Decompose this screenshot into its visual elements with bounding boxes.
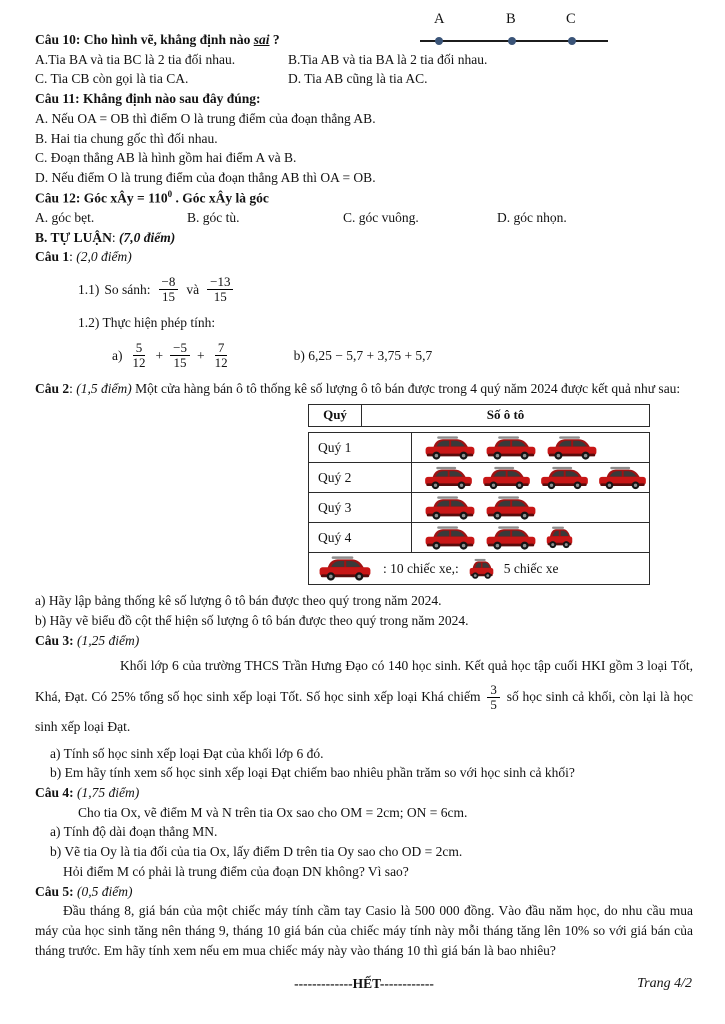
q10-heading [35,30,693,50]
big-car-icon [482,466,531,490]
big-car-icon [424,436,476,460]
end-of-exam-marker: -------------HẾT------------ [294,976,434,992]
car-icons-group [424,496,647,520]
pictograph-row [309,463,650,493]
q3-heading [35,631,693,651]
q4-heading [35,783,693,803]
q2-label: Câu 2 [35,380,70,396]
q3-paragraph-text: Khối lớp 6 của trường THCS Trần Hưng Đạo có 140 học sinh. Kết quả học tập cuối HKI gồm 3 loại Tốt, Khá, Đạt. Có 25% tổng số học sinh xếp loại Tốt. Số học sinh xếp loại Khá chiếm [35,658,693,704]
pictograph-header-row [309,405,650,427]
plus-sign: + [196,347,205,363]
point-c-label: C [566,11,576,27]
q5-paragraph: Đầu tháng 8, giá bán của một chiếc máy tính cầm tay Casio là 500 000 đồng. Vào đầu năm học, do nhu cầu mua máy của học sinh tăng nên tháng 9, tháng 10 giá bán của chiếc máy tính này mỗi tháng tăng lên 10% so với giá bán của tháng trước. Em hãy tính xem nếu em mua chiếc máy này vào tháng 10 thì giá bán là bao nhiêu? [35,903,693,958]
big-car-icon [485,496,537,520]
plus-sign: + [155,347,164,363]
q12-option-a: A. góc bẹt. [35,209,95,225]
q1-item-1-1 [78,267,693,313]
q1-item-1-1-text: So sánh: [104,282,151,298]
big-car-icon [540,466,589,490]
section-b-colon: : [111,229,120,245]
legend-content [317,556,645,581]
header-quarter-cell: Quý [309,405,362,427]
q1-label: Câu 1 [35,249,70,265]
fraction-neg8-15 [159,275,179,304]
q2-item-b: b) Hãy vẽ biểu đồ cột thể hiện số lượng ô tô bán được theo quý trong năm 2024. [35,613,469,629]
q12-option-b: B. góc tù. [187,209,240,225]
q5-points: (0,5 điểm) [73,883,133,899]
big-car-icon [424,496,476,520]
pictograph-body-table [308,432,650,585]
q3-points: (1,25 điểm) [73,632,140,648]
page-number: Trang 4/2 [637,976,692,991]
q1-item-1-1-label: 1.1) [78,282,100,298]
quarter-label: Quý 2 [309,463,412,493]
q1-item-1-2-expressions [112,333,693,379]
small-car-icon [546,526,573,549]
q3-paragraph-tail: số học sinh cả khối, còn lại là học sinh xếp loại Đạt. [35,688,693,735]
quarter-label: Quý 1 [309,433,412,463]
pictograph-rows [309,433,650,553]
q11-heading: Câu 11: Khẳng định nào sau đây đúng: [35,91,261,107]
section-b-points: (7,0 điểm) [119,229,176,245]
car-icons-cell [412,523,650,553]
q12-options-row [35,208,693,228]
big-car-icon [485,436,537,460]
q1-expr-a-label: a) [112,347,123,363]
q12-option-d: D. góc nhọn. [497,209,567,225]
fraction-denominator: 15 [173,355,187,371]
q4-label: Câu 4: [35,785,74,801]
q2-points: (1,5 điểm) [76,380,132,396]
q3-label: Câu 3: [35,632,74,648]
point-a-label: A [434,11,445,27]
quarter-label: Quý 4 [309,523,412,553]
legend-small-text: 5 chiếc xe [503,560,559,576]
fraction-neg13-15 [207,275,233,304]
q5-label: Câu 5: [35,883,74,899]
big-car-icon [485,526,537,550]
small-car-icon [469,557,494,581]
quarter-label: Quý 3 [309,493,412,523]
q2-item-a: a) Hãy lập bảng thống kê số lượng ô tô bán được theo quý trong năm 2024. [35,593,442,609]
q5-heading [35,882,693,902]
q4-item-a: a) Tính độ dài đoạn thẳng MN. [50,824,218,840]
q4-points: (1,75 điểm) [73,785,140,801]
q12-heading [35,188,693,208]
car-sales-pictograph [308,404,650,585]
fraction-numerator: −13 [207,275,233,290]
q4-intro: Cho tia Ox, vẽ điểm M và N trên tia Ox sao cho OM = 2cm; ON = 6cm. [78,804,468,820]
fraction-numerator: −8 [159,275,179,290]
fraction-denominator: 5 [490,697,497,713]
q12-heading-text: Câu 12: Góc xÂy = 110 [35,190,168,206]
section-b-label: B. TỰ LUẬN [35,229,112,245]
q1-heading [35,247,693,267]
fraction-3-5 [487,683,500,712]
q10-option-a: A.Tia BA và tia BC là 2 tia đối nhau. [35,51,236,67]
q12-option-c: C. góc vuông. [343,209,419,225]
q10-heading-qmark: ? [269,32,280,47]
fraction-5-12 [130,341,149,370]
fraction-numerator: −5 [170,341,190,356]
q4-question: Hỏi điểm M có phải là trung điểm của đoạn DN không? Vì sao? [63,863,409,879]
fraction-denominator: 12 [132,355,146,371]
big-car-icon [424,466,473,490]
big-car-icon [546,436,598,460]
big-car-icon [424,526,476,550]
pictograph-legend-row [309,553,650,585]
fraction-numerator: 3 [487,683,500,698]
q2-intro-text: Một cửa hàng bán ô tô thống kê số lượng ô tô bán được trong 4 quý năm 2024 được kết quả như sau: [131,380,681,396]
q10-option-c: C. Tia CB còn gọi là tia CA. [35,71,189,87]
car-icons-group [424,436,647,460]
pictograph-row [309,433,650,463]
point-b-label: B [506,11,516,27]
car-icons-group [424,466,647,490]
pictograph-row [309,523,650,553]
q12-heading-tail: . Góc xÂy là góc [172,190,269,206]
fraction-neg5-15 [170,341,190,370]
legend-cell [309,553,650,585]
fraction-denominator: 15 [161,289,175,305]
car-icons-cell [412,493,650,523]
q11-option-b: B. Hai tia chung gốc thì đối nhau. [35,130,218,146]
q1-colon: : [69,249,77,265]
q11-option-c: C. Đoạn thẳng AB là hình gồm hai điểm A và B. [35,150,297,166]
pictograph-row [309,493,650,523]
q2-colon: : [69,380,77,396]
q12-degree-superscript: 0 [167,188,173,199]
car-icons-cell [412,433,650,463]
pictograph-header-table [308,404,650,427]
q10-keyword-sai: sai [253,32,270,47]
fraction-denominator: 12 [214,355,228,371]
q11-option-d: D. Nếu điểm O là trung điểm của đoạn thẳng AB thì OA = OB. [35,169,376,185]
q1-points: (2,0 điểm) [76,249,132,265]
q3-item-b: b) Em hãy tính xem số học sinh xếp loại Đạt chiếm bao nhiêu phần trăm so với học sinh cả khối? [50,765,575,781]
q4-item-b: b) Vẽ tia Oy là tia đối của tia Ox, lấy điểm D trên tia Oy sao cho OD = 2cm. [50,844,463,860]
fraction-denominator: 15 [213,289,227,305]
car-icons-cell [412,463,650,493]
fraction-numerator: 7 [215,341,228,356]
big-car-icon [598,466,647,490]
q2-intro-paragraph [35,379,693,399]
q10-heading-text: Câu 10: Cho hình vẽ, khẳng định nào [35,32,254,47]
section-b-heading [35,228,693,248]
q1-item-1-2: 1.2) Thực hiện phép tính: [78,314,216,330]
q10-options-row2 [35,69,693,89]
q10-options-row1 [35,50,693,70]
q1-expr-b: b) 6,25 − 5,7 + 3,75 + 5,7 [293,347,433,363]
q10-option-d: D. Tia AB cũng là tia AC. [288,71,428,87]
header-cars-cell: Số ô tô [362,405,650,427]
q3-item-a: a) Tính số học sinh xếp loại Đạt của khối lớp 6 đó. [50,745,324,761]
exam-body [35,30,693,994]
big-car-icon [317,556,373,581]
q10-option-b: B.Tia AB và tia BA là 2 tia đối nhau. [288,51,488,67]
legend-big-text: : 10 chiếc xe,: [383,560,459,576]
q1-va-text: và [186,282,200,298]
fraction-7-12 [212,341,231,370]
car-icons-group [424,526,647,550]
q11-option-a: A. Nếu OA = OB thì điểm O là trung điểm của đoạn thẳng AB. [35,110,376,126]
fraction-numerator: 5 [133,341,146,356]
q3-paragraph [35,651,693,742]
